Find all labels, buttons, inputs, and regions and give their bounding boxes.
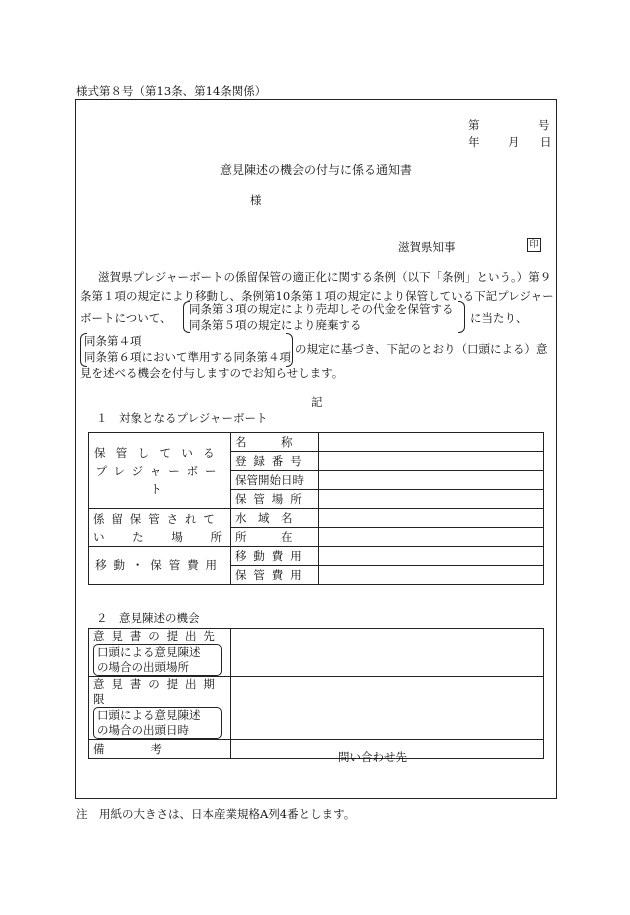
table-row <box>89 740 544 759</box>
body-line-1: 滋賀県プレジャーボートの係留保管の適正化に関する条例（以下「条例」という。）第９ <box>98 270 552 284</box>
group1-label-line1: 保管している <box>93 445 226 460</box>
group2-label <box>89 509 231 547</box>
table-row <box>89 677 544 740</box>
opinion-table <box>88 628 544 759</box>
group1-label-line2: プレジャーボート <box>95 463 224 496</box>
row-label-location: 所 在 <box>231 528 319 547</box>
body-line-3-suffix: に当たり、 <box>470 311 528 325</box>
form-number: 様式第８号（第13条、第14条関係） <box>76 84 267 98</box>
submission-place-paren <box>93 644 222 676</box>
body-line-2: 条第１項の規定により移動し、条例第10条第１項の規定により保管している下記プレジャー <box>80 289 554 303</box>
row-label-storage-cost: 保管費用 <box>231 566 319 585</box>
row-label-start-datetime: 保管開始日時 <box>231 471 319 490</box>
ki-heading: 記 <box>311 395 323 409</box>
body-line-4-suffix: の規定に基づき、下記のとおり（口頭による）意 <box>295 342 548 356</box>
contact-label: 問い合わせ先 <box>338 750 407 764</box>
row-label-name: 名 称 <box>231 433 319 452</box>
table-row <box>89 433 544 452</box>
issuer-name: 滋賀県知事 <box>398 240 456 254</box>
option-a-2: 同条第５項の規定により廃棄する <box>189 318 362 332</box>
deadline-label <box>89 677 231 740</box>
value-cell-storage-cost[interactable] <box>319 566 544 585</box>
value-cell-moving-cost[interactable] <box>319 547 544 566</box>
group2-char-i: い <box>93 529 105 544</box>
section2-heading: ２ 意見陳述の機会 <box>96 611 200 625</box>
group2-char-sho: 所 <box>210 529 222 544</box>
group2-char-ba: 場 <box>171 529 183 544</box>
date-year: 年 <box>468 135 480 149</box>
table-row <box>89 547 544 566</box>
submission-place-label <box>89 629 231 677</box>
value-cell-registration[interactable] <box>319 452 544 471</box>
deadline-paren <box>93 707 222 739</box>
option-b-2: 同条第６項において準用する同条第４項 <box>84 350 291 364</box>
submission-place-line3: の場合の出頭場所 <box>97 660 189 674</box>
deadline-line3: の場合の出頭日時 <box>97 723 189 737</box>
option-b-bracket-right <box>286 333 293 367</box>
group2-char-ta: た <box>132 529 144 544</box>
section1-heading: １ 対象となるプレジャーボート <box>96 411 268 425</box>
date-month: 月 <box>508 135 520 149</box>
submission-place-line2: 口頭による意見陳述 <box>97 645 201 659</box>
table-row <box>89 509 544 528</box>
submission-place-line1: 意見書の提出先 <box>93 629 222 643</box>
value-cell-water-area[interactable] <box>319 509 544 528</box>
document-title: 意見陳述の機会の付与に係る通知書 <box>220 163 413 177</box>
value-cell-location[interactable] <box>319 528 544 547</box>
group3-label: 移動・保管費用 <box>89 547 231 585</box>
group2-label-line1: 係留保管されて <box>93 511 222 526</box>
footnote: 注 用紙の大きさは、日本産業規格A列4番とします。 <box>76 807 356 821</box>
boat-table <box>88 432 544 585</box>
table-row <box>89 629 544 677</box>
option-b-1: 同条第４項 <box>84 334 142 348</box>
value-cell-deadline[interactable] <box>231 677 544 740</box>
addressee-sama: 様 <box>250 193 262 207</box>
row-label-moving-cost: 移動費用 <box>231 547 319 566</box>
body-line-3-prefix: ボートについて、 <box>80 311 172 325</box>
value-cell-submission-place[interactable] <box>231 629 544 677</box>
number-dai: 第 <box>468 118 480 132</box>
group1-label <box>89 433 231 509</box>
value-cell-start-datetime[interactable] <box>319 471 544 490</box>
group2-label-line2 <box>93 528 226 546</box>
date-day: 日 <box>540 135 552 149</box>
row-label-storage-place: 保管場所 <box>231 490 319 509</box>
option-a-bracket-right <box>458 301 465 333</box>
number-go: 号 <box>538 118 550 132</box>
seal-mark: 印 <box>527 238 541 252</box>
deadline-line2: 口頭による意見陳述 <box>97 708 201 722</box>
body-line-5: 見を述べる機会を付与しますのでお知らせします。 <box>80 366 344 380</box>
remarks-label: 備 考 <box>89 740 231 759</box>
value-cell-name[interactable] <box>319 433 544 452</box>
value-cell-storage-place[interactable] <box>319 490 544 509</box>
option-a-1: 同条第３項の規定により売却しその代金を保管する <box>189 302 454 316</box>
deadline-line1: 意見書の提出期限 <box>93 677 222 706</box>
row-label-registration: 登録番号 <box>231 452 319 471</box>
row-label-water-area: 水 域 名 <box>231 509 319 528</box>
